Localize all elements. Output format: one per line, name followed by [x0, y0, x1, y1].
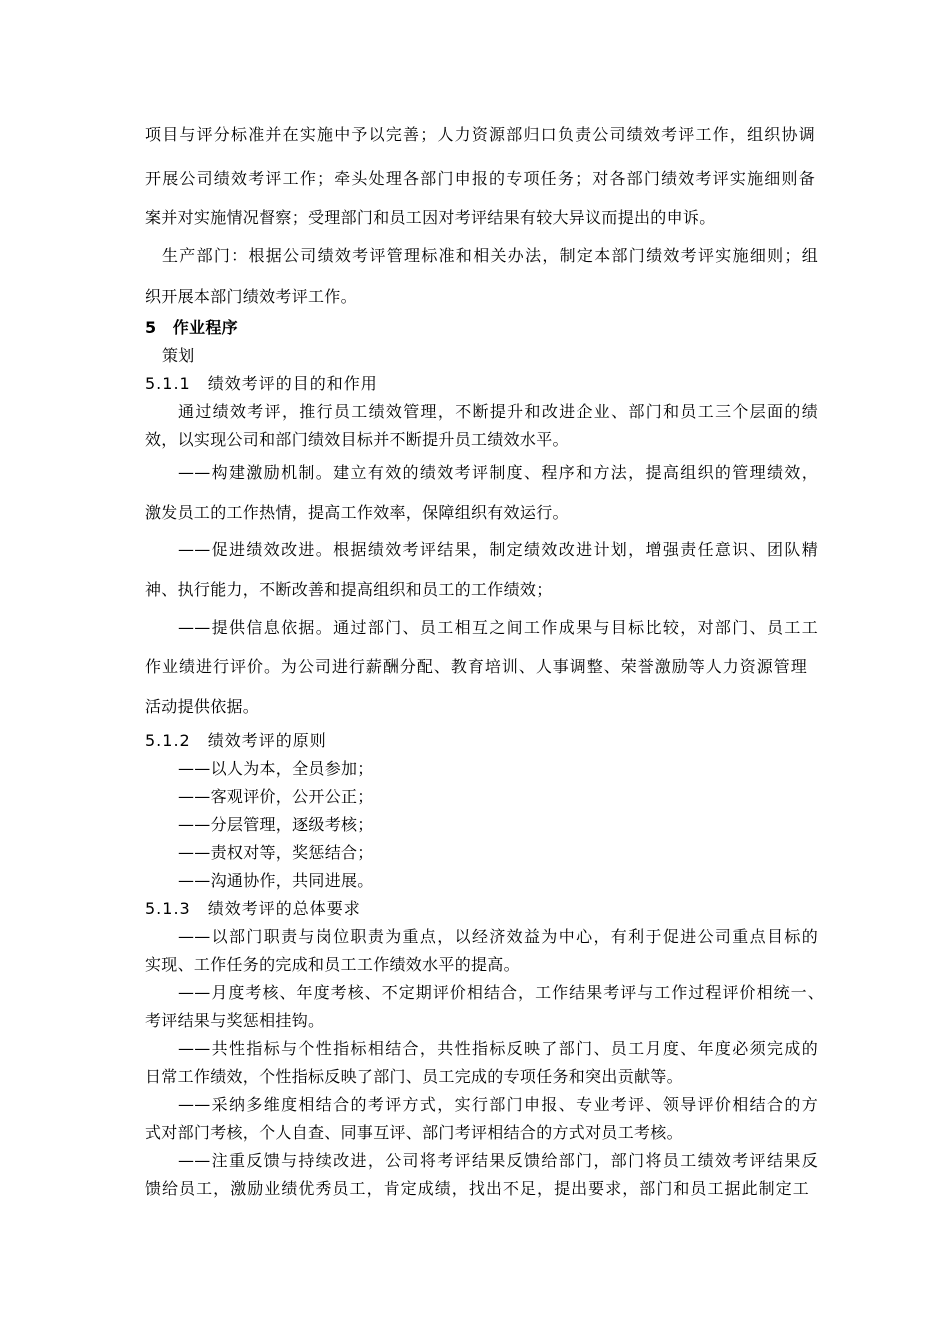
section-heading: 5 作业程序 — [145, 318, 238, 337]
list-item: ——分层管理，逐级考核； — [178, 815, 374, 834]
paragraph-line: ——构建激励机制。建立有效的绩效考评制度、程序和方法，提高组织的管理绩效， — [178, 463, 818, 482]
list-item: ——责权对等，奖惩结合； — [178, 843, 374, 862]
paragraph-line: 式对部门考核，个人自查、同事互评、部门考评相结合的方式对员工考核。 — [145, 1123, 683, 1142]
paragraph-line: 开展公司绩效考评工作；牵头处理各部门申报的专项任务；对各部门绩效考评实施细则备 — [145, 169, 815, 188]
list-item: ——以人为本，全员参加； — [178, 759, 374, 778]
paragraph-line: 馈给员工，激励业绩优秀员工，肯定成绩，找出不足，提出要求，部门和员工据此制定工 — [145, 1179, 809, 1198]
paragraph-line: ——促进绩效改进。根据绩效考评结果，制定绩效改进计划，增强责任意识、团队精 — [178, 540, 818, 559]
paragraph-line: 织开展本部门绩效考评工作。 — [145, 287, 357, 306]
paragraph-line: 神、执行能力，不断改善和提高组织和员工的工作绩效； — [145, 580, 553, 599]
subsection-heading: 5.1.3 绩效考评的总体要求 — [145, 899, 361, 918]
paragraph-line: 考评结果与奖惩相挂钩。 — [145, 1011, 325, 1030]
paragraph-line: ——提供信息依据。通过部门、员工相互之间工作成果与目标比较，对部门、员工工 — [178, 618, 818, 637]
subsection-heading: 5.1.2 绩效考评的原则 — [145, 731, 327, 750]
list-item: ——客观评价，公开公正； — [178, 787, 374, 806]
paragraph-line: 日常工作绩效，个性指标反映了部门、员工完成的专项任务和突出贡献等。 — [145, 1067, 683, 1086]
paragraph-line: ——以部门职责与岗位职责为重点，以经济效益为中心，有利于促进公司重点目标的 — [178, 927, 818, 946]
paragraph-line: 实现、工作任务的完成和员工工作绩效水平的提高。 — [145, 955, 520, 974]
paragraph-line: 通过绩效考评，推行员工绩效管理，不断提升和改进企业、部门和员工三个层面的绩 — [178, 402, 818, 421]
paragraph-line: 活动提供依据。 — [145, 697, 260, 716]
paragraph-line: 效，以实现公司和部门绩效目标并不断提升员工绩效水平。 — [145, 430, 569, 449]
list-item: ——沟通协作，共同进展。 — [178, 871, 374, 890]
paragraph-line: 作业绩进行评价。为公司进行薪酬分配、教育培训、人事调整、荣誉激励等人力资源管理 — [145, 657, 807, 676]
paragraph-line: ——月度考核、年度考核、不定期评价相结合，工作结果考评与工作过程评价相统一、 — [178, 983, 824, 1002]
paragraph-line: 生产部门：根据公司绩效考评管理标准和相关办法，制定本部门绩效考评实施细则；组 — [162, 246, 818, 265]
subsection-heading: 策划 — [162, 346, 195, 365]
paragraph-line: 激发员工的工作热情，提高工作效率，保障组织有效运行。 — [145, 503, 569, 522]
paragraph-line: ——共性指标与个性指标相结合，共性指标反映了部门、员工月度、年度必须完成的 — [178, 1039, 818, 1058]
paragraph-line: 项目与评分标准并在实施中予以完善；人力资源部归口负责公司绩效考评工作，组织协调 — [145, 125, 815, 144]
paragraph-line: 案并对实施情况督察；受理部门和员工因对考评结果有较大异议而提出的申诉。 — [145, 208, 716, 227]
subsection-heading: 5.1.1 绩效考评的目的和作用 — [145, 374, 378, 393]
paragraph-line: ——采纳多维度相结合的考评方式，实行部门申报、专业考评、领导评价相结合的方 — [178, 1095, 818, 1114]
paragraph-line: ——注重反馈与持续改进，公司将考评结果反馈给部门，部门将员工绩效考评结果反 — [178, 1151, 818, 1170]
